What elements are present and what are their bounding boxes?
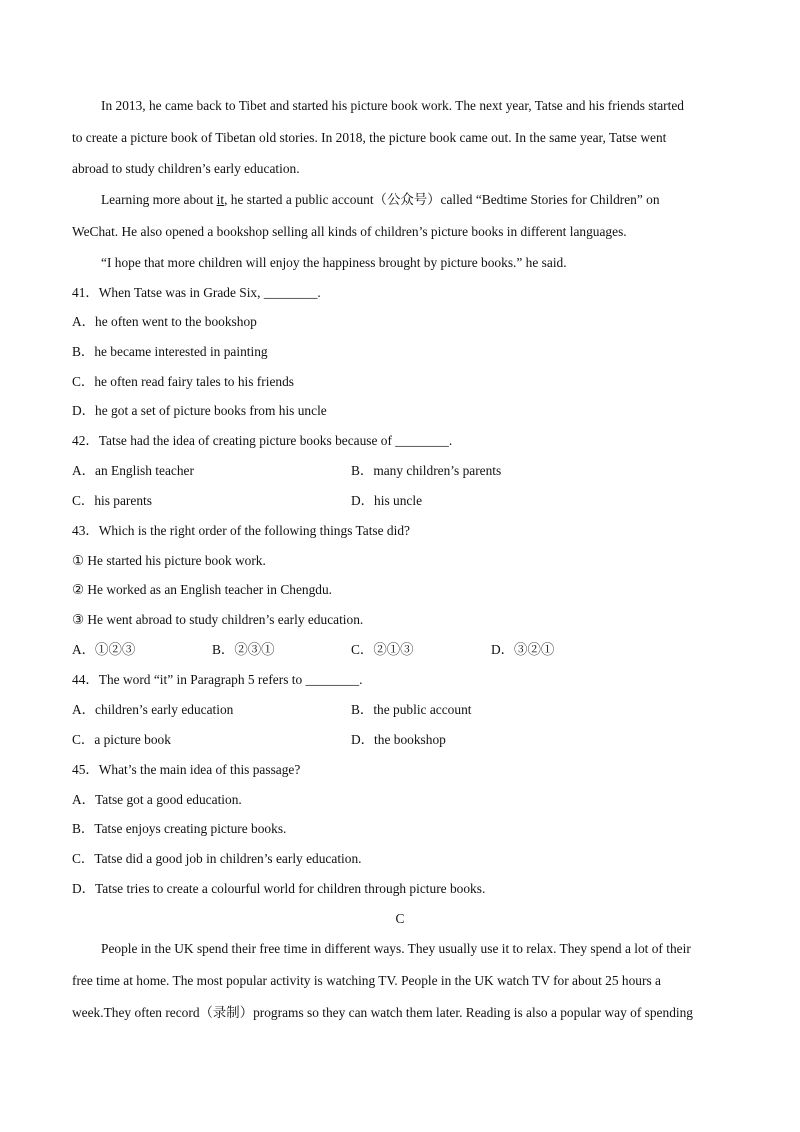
q41-option-b: B．he became interested in painting [72, 344, 268, 359]
q43-stem: 43．Which is the right order of the following things Tatse did? [72, 523, 410, 538]
q43-option-c: C．②①③ [351, 642, 414, 657]
q42-option-a: A．an English teacher [72, 463, 194, 478]
q45-option-b: B．Tatse enjoys creating picture books. [72, 821, 287, 836]
q42-option-d: D．his uncle [351, 493, 423, 508]
q41-option-d: D．he got a set of picture books from his uncle [72, 403, 327, 418]
section-c-line2: free time at home. The most popular activity is watching TV. People in the UK watch TV for about 25 hours a [72, 973, 661, 988]
q44-option-c: C．a picture book [72, 732, 171, 747]
q45-option-d: D．Tatse tries to create a colourful world for children through picture books. [72, 881, 486, 896]
passage-p2-text-a: Learning more about [101, 192, 217, 207]
q45-option-a: A．Tatse got a good education. [72, 792, 242, 807]
passage-p2-line2: WeChat. He also opened a bookshop selling all kinds of children’s picture books in different languages. [72, 224, 627, 239]
passage-p2-text-b: , he started a public account（公众号）called “Bedtime Stories for Children” on [224, 192, 660, 207]
q41-stem: 41．When Tatse was in Grade Six, ________. [72, 285, 321, 300]
passage-p1-line1: In 2013, he came back to Tibet and started his picture book work. The next year, Tatse and his friends started [101, 98, 684, 113]
q43-item-1: ① He started his picture book work. [72, 553, 266, 568]
q41-option-c: C．he often read fairy tales to his friends [72, 374, 294, 389]
q43-item-2: ② He worked as an English teacher in Chengdu. [72, 582, 333, 597]
passage-p1-line2: to create a picture book of Tibetan old stories. In 2018, the picture book came out. In the same year, Tatse went [72, 130, 667, 145]
q41-option-a: A．he often went to the bookshop [72, 314, 257, 329]
q43-item-3: ③ He went abroad to study children’s early education. [72, 612, 364, 627]
q42-option-c: C．his parents [72, 493, 152, 508]
passage-p2-line1 [101, 190, 660, 210]
section-c-line3: week.They often record（录制）programs so they can watch them later. Reading is also a popular way of spending [72, 1005, 693, 1020]
section-c-line1: People in the UK spend their free time in different ways. They usually use it to relax. They spend a lot of their [101, 941, 691, 956]
passage-p1-line3: abroad to study children’s early education. [72, 161, 300, 176]
q44-stem: 44．The word “it” in Paragraph 5 refers to ________. [72, 672, 363, 687]
q43-option-a: A．①②③ [72, 642, 136, 657]
q43-option-b: B．②③① [212, 642, 275, 657]
passage-p2-underlined-it: it [216, 192, 225, 207]
section-c-heading: C [395, 911, 405, 926]
q44-option-b: B．the public account [351, 702, 472, 717]
passage-p3: “I hope that more children will enjoy the happiness brought by picture books.” he said. [101, 255, 567, 270]
q42-option-b: B．many children’s parents [351, 463, 502, 478]
q44-option-d: D．the bookshop [351, 732, 446, 747]
q42-stem: 42．Tatse had the idea of creating picture books because of ________. [72, 433, 453, 448]
q43-option-d: D．③②① [491, 642, 555, 657]
q45-stem: 45．What’s the main idea of this passage? [72, 762, 301, 777]
q45-option-c: C．Tatse did a good job in children’s early education. [72, 851, 362, 866]
q44-option-a: A．children’s early education [72, 702, 234, 717]
